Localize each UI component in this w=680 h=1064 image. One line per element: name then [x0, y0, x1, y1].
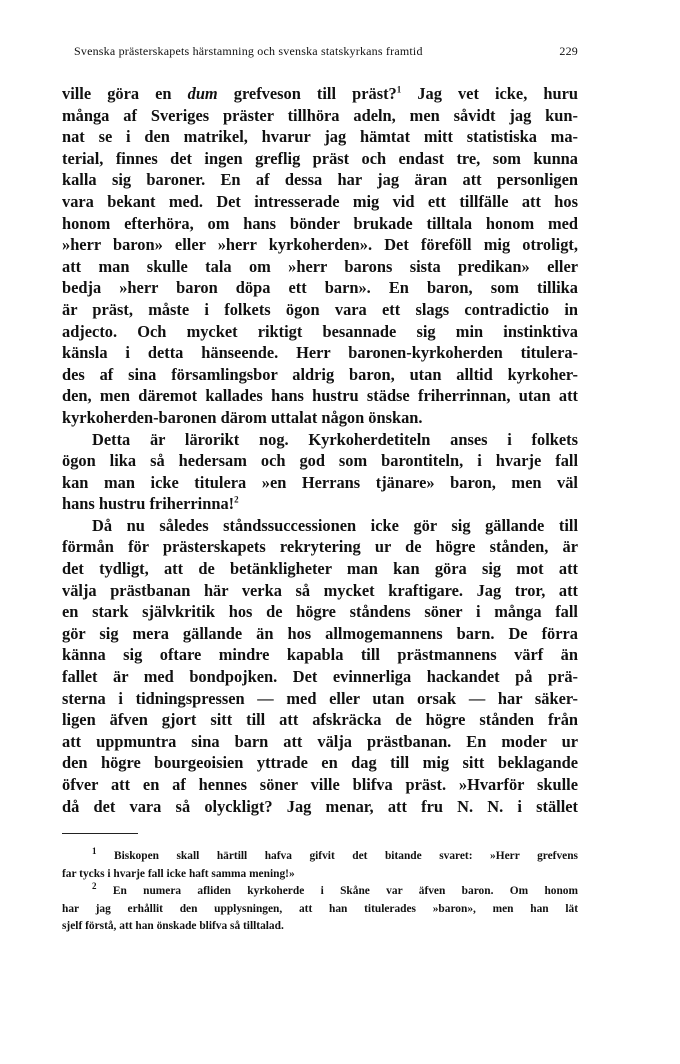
footnote-ref-2[interactable]: 2 [234, 494, 239, 505]
text-line: känna sig oftare mindre kapabla till prästmannens värf än [62, 645, 578, 665]
footnote-text: En numera afliden kyrkoherde i Skåne var äfven baron. Om honom [112, 885, 578, 898]
text-line: fallet är med bondpojken. Det evinnerliga hackandet på prä- [62, 667, 578, 687]
running-head [62, 44, 578, 59]
text-line: nat se i den matrikel, hvarur jag hämtat mitt statistiska ma- [62, 127, 578, 147]
paragraph-2 [62, 429, 578, 515]
paragraph-1 [62, 83, 578, 429]
text-line: honom efterhöra, om hans bönder brukade tilltala honom med [62, 213, 578, 233]
footnote-text: Biskopen skall härtill hafva gifvit det bitande svaret: »Herr grefvens [114, 850, 578, 863]
text-line: det tydligt, att de betänkligheter man kan göra sig mot att [62, 559, 578, 579]
text-line: vara bekant med. Det intresserade mig vid ett tillfälle att hos [62, 191, 578, 211]
footnote-line: sjelf förstå, att han önskade blifva så tilltalad. [62, 920, 284, 933]
paragraph-3 [62, 515, 578, 817]
footnote-line [62, 883, 578, 901]
footnote-line: har jag erhållit den upplysningen, att han titulerades »baron», men han lät [62, 902, 578, 915]
text-line: ville göra en dum grefveson till präst?$^1$ Jag vet icke, huru [62, 84, 578, 103]
footnote-mark: 2 [92, 881, 97, 892]
text-line: den, men däremot kallades hans hustru städse friherrinnan, utan att [62, 386, 578, 406]
text-line: »herr baron» eller »herr kyrkoherden». Det föreföll mig otroligt, [62, 235, 578, 255]
footnotes [62, 848, 578, 936]
text-line: den högre bourgeoisien yttrade en dag till mig sitt beklagande [62, 753, 578, 773]
text-line: terial, finnes det ingen greflig präst och endast tre, som kunna [62, 148, 578, 168]
body-text [62, 83, 578, 817]
text-line: kan man icke titulera »en Herrans tjänare» baron, men väl [62, 472, 578, 492]
text-line [62, 493, 578, 515]
text-line: Då nu således ståndssuccessionen icke gör sig gällande till [92, 515, 578, 535]
text-line: välja prästbanan här verka så mycket kraftigare. Jag tror, att [62, 580, 578, 600]
text-line: sterna i tidningspressen — med eller utan orsak — har säker- [62, 688, 578, 708]
text-line: att uppmuntra sina barn att välja prästbanan. En moder ur [62, 731, 578, 751]
text-line: känsla i detta hänseende. Herr baronen-kyrkoherden titulera- [62, 343, 578, 363]
text-line: kyrkoherden-baronen därom uttalat någon önskan. [62, 407, 423, 427]
text-line: ögon lika så hedersam och god som barontiteln, i hvarje fall [62, 451, 578, 471]
line-text: hans hustru friherrinna! [62, 494, 235, 514]
text-line: Detta är lärorikt nog. Kyrkoherdetiteln anses i folkets [92, 429, 578, 449]
footnote-ref-1[interactable]: 1 [396, 84, 402, 95]
footnote-mark: 1 [92, 846, 97, 857]
footnote-2 [62, 883, 578, 936]
footnote-line [62, 848, 578, 866]
footnote-divider [62, 833, 138, 834]
footnote-1 [62, 848, 578, 883]
text-line: gör sig mera gällande än hos allmogemannens barn. De förra [62, 623, 578, 643]
footnote-line: far tycks i hvarje fall icke haft samma mening!» [62, 867, 295, 880]
text-line: des af sina församlingsbor aldrig baron, utan alltid kyrkoher- [62, 364, 578, 384]
text-line: kalla sig baroner. En af dessa har jag äran att personligen [62, 170, 578, 190]
line-tail: Jag vet icke, huru [417, 84, 578, 103]
page-number: 229 [559, 44, 578, 58]
text-line: adjecto. Och mycket riktigt besannade sig min instinktiva [62, 321, 578, 341]
running-title: Svenska prästerskapets härstamning och svenska statskyrkans framtid [74, 44, 423, 58]
text-line: många af Sveriges präster tillhöra adeln, men såvidt jag kun- [62, 105, 578, 125]
book-page [62, 44, 578, 936]
text-line: är präst, måste i folkets ögon vara ett slags contradictio in [62, 299, 578, 319]
text-line: då det vara så olyckligt? Jag menar, att fru N. N. i stället [62, 796, 578, 816]
text-line: ligen äfven gjort sitt till att afskräcka de högre stånden från [62, 710, 578, 730]
text-line: bedja »herr baron döpa ett barn». En baron, som tillika [62, 278, 578, 298]
text-line: att man skulle tala om »herr barons sista predikan» eller [62, 256, 578, 276]
text-line: öfver att en af hennes söner ville blifva präst. »Hvarför skulle [62, 775, 578, 794]
text-line: förmån för prästerskapets rekrytering ur de högre stånden, är [62, 537, 578, 557]
text-line: en stark självkritik hos de högre ståndens söner i många fall [62, 602, 578, 622]
